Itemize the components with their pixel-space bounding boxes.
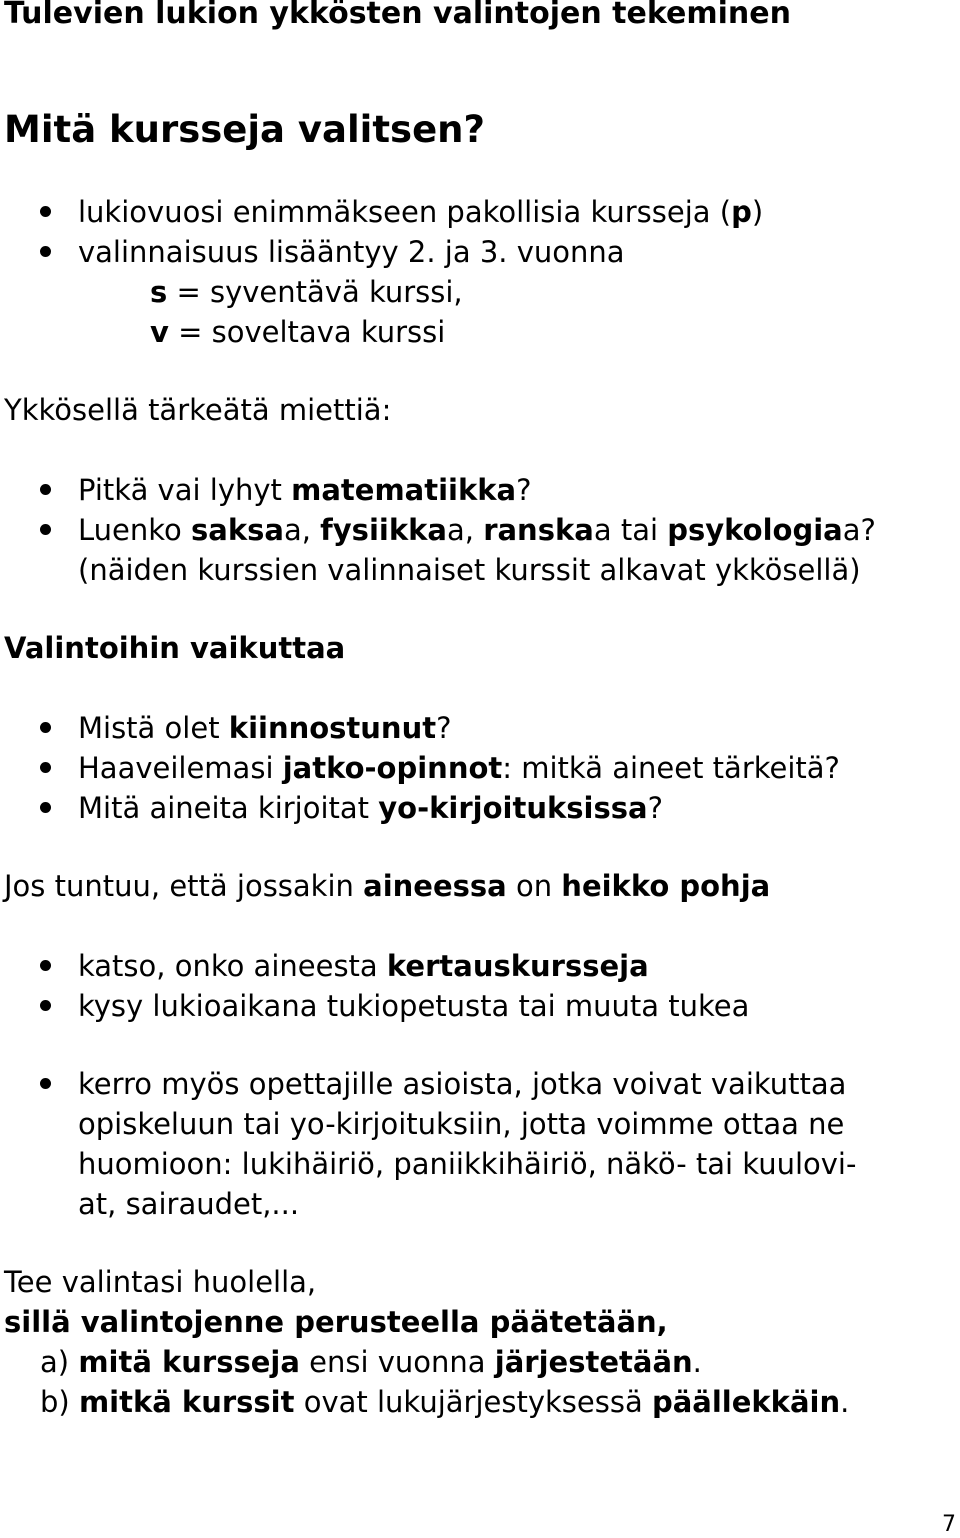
bullet-dot xyxy=(40,960,51,971)
list-item: katso, onko aineesta kertauskursseja xyxy=(78,949,649,983)
list-item-continuation: huomioon: lukihäiriö, paniikkihäiriö, näkö- tai kuulovi- xyxy=(78,1147,857,1181)
list-item: valinnaisuus lisääntyy 2. ja 3. vuonna xyxy=(78,235,625,269)
sub-item-a: a) mitä kursseja ensi vuonna järjestetään. xyxy=(40,1345,702,1379)
list-item: Haaveilemasi jatko-opinnot: mitkä aineet tärkeitä? xyxy=(78,751,840,785)
bullet-dot xyxy=(40,1000,51,1011)
section-heading: Ykkösellä tärkeätä miettiä: xyxy=(4,393,392,427)
definition-line: v = soveltava kurssi xyxy=(150,315,446,349)
main-heading: Mitä kursseja valitsen? xyxy=(4,108,485,151)
bullet-dot xyxy=(40,524,51,535)
page-number: 7 xyxy=(942,1512,956,1537)
bullet-dot xyxy=(40,484,51,495)
bullet-dot xyxy=(40,802,51,813)
list-item-continuation: opiskeluun tai yo-kirjoituksiin, jotta voimme ottaa ne xyxy=(78,1107,845,1141)
definition-line: s = syventävä kurssi, xyxy=(150,275,463,309)
list-item: kysy lukioaikana tukiopetusta tai muuta tukea xyxy=(78,989,750,1023)
sub-item-b: b) mitkä kurssit ovat lukujärjestyksessä päällekkäin. xyxy=(40,1385,850,1419)
section-heading: Valintoihin vaikuttaa xyxy=(4,631,346,665)
document-title: Tulevien lukion ykkösten valintojen tekeminen xyxy=(4,0,791,31)
list-item: Pitkä vai lyhyt matematiikka? xyxy=(78,473,532,507)
list-item: Luenko saksaa, fysiikkaa, ranskaa tai psykologiaa? xyxy=(78,513,876,547)
section-heading: Jos tuntuu, että jossakin aineessa on heikko pohja xyxy=(4,869,771,903)
closing-line-bold: sillä valintojenne perusteella päätetään, xyxy=(4,1305,668,1339)
list-item: kerro myös opettajille asioista, jotka voivat vaikuttaa xyxy=(78,1067,847,1101)
bullet-dot xyxy=(40,246,51,257)
bullet-dot xyxy=(40,206,51,217)
bullet-dot xyxy=(40,1078,51,1089)
list-item: Mitä aineita kirjoitat yo-kirjoituksissa? xyxy=(78,791,663,825)
list-item: Mistä olet kiinnostunut? xyxy=(78,711,452,745)
bullet-dot xyxy=(40,722,51,733)
bullet-dot xyxy=(40,762,51,773)
list-item-continuation: at, sairaudet,... xyxy=(78,1187,300,1221)
list-item-continuation: (näiden kurssien valinnaiset kurssit alkavat ykkösellä) xyxy=(78,553,861,587)
closing-line: Tee valintasi huolella, xyxy=(4,1265,317,1299)
list-item: lukiovuosi enimmäkseen pakollisia kursseja (p) xyxy=(78,195,764,229)
